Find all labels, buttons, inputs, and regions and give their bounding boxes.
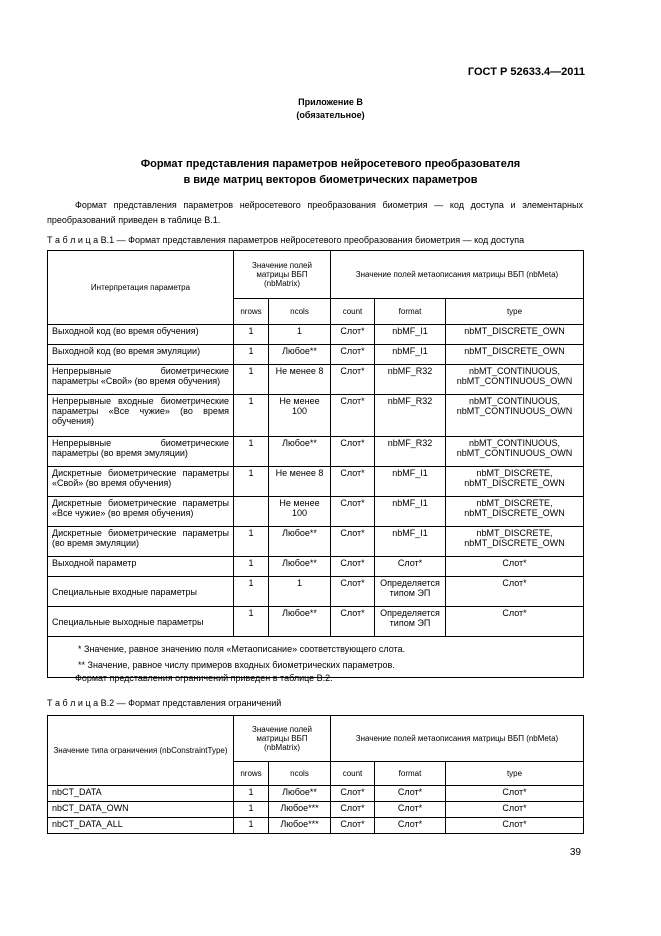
cell-nrows: 1 — [234, 607, 269, 637]
cell-nrows: 1 — [234, 395, 269, 437]
cell-format: nbMF_I1 — [375, 345, 446, 365]
cell-count: Слот* — [331, 345, 375, 365]
table-row — [48, 437, 584, 467]
cell-type: nbMT_DISCRETE_OWN — [446, 325, 584, 345]
cell-ncols: Любое** — [269, 557, 331, 577]
header-nrows: nrows — [234, 762, 269, 786]
cell-type: nbMT_CONTINUOUS, nbMT_CONTINUOUS_OWN — [446, 365, 584, 395]
cell-nrows: 1 — [234, 786, 269, 802]
cell-ncols: Любое** — [269, 345, 331, 365]
table2-caption — [47, 698, 281, 708]
header-ctype: Значение типа ограничения (nbConstraintType) — [48, 716, 234, 786]
cell-format: Слот* — [375, 786, 446, 802]
header-format: format — [375, 299, 446, 325]
section-title-line1: Формат представления параметров нейросетевого преобразователя — [140, 158, 521, 170]
header-format: format — [375, 762, 446, 786]
cell-count: Слот* — [331, 607, 375, 637]
cell-format: Определяется типом ЭП — [375, 577, 446, 607]
table1-caption-text: В.1 — Формат представления параметров нейросетевого преобразования биометрия — код доступа — [100, 235, 525, 245]
standard-number: ГОСТ Р 52633.4—2011 — [467, 66, 585, 78]
cell-count: Слот* — [331, 786, 375, 802]
cell-count: Слот* — [331, 325, 375, 345]
cell-interp: Непрерывные входные биометрические параметры «Все чужие» (во время обучения) — [48, 395, 234, 437]
cell-ctype: nbCT_DATA_ALL — [48, 818, 234, 834]
cell-type: Слот* — [446, 607, 584, 637]
cell-count: Слот* — [331, 365, 375, 395]
table-row — [48, 577, 584, 607]
cell-ncols: Любое*** — [269, 802, 331, 818]
cell-nrows: 1 — [234, 325, 269, 345]
header-count: count — [331, 299, 375, 325]
table-1 — [47, 250, 584, 678]
cell-type: nbMT_CONTINUOUS, nbMT_CONTINUOUS_OWN — [446, 437, 584, 467]
cell-ncols: Не менее 8 — [269, 365, 331, 395]
cell-count: Слот* — [331, 818, 375, 834]
cell-ncols: Любое** — [269, 786, 331, 802]
cell-count: Слот* — [331, 802, 375, 818]
cell-format: Слот* — [375, 818, 446, 834]
table-row — [48, 557, 584, 577]
table-row — [48, 607, 584, 637]
cell-interp: Непрерывные биометрические параметры «Свой» (во время обучения) — [48, 365, 234, 395]
cell-type: Слот* — [446, 557, 584, 577]
header-type: type — [446, 299, 584, 325]
cell-nrows: 1 — [234, 437, 269, 467]
cell-type: Слот* — [446, 577, 584, 607]
table-2 — [47, 715, 584, 834]
cell-ncols: Не менее 8 — [269, 467, 331, 497]
cell-ncols: 1 — [269, 325, 331, 345]
table-row — [48, 786, 584, 802]
cell-interp: Специальные выходные параметры — [48, 607, 234, 637]
cell-nrows: 1 — [234, 365, 269, 395]
cell-nrows: 1 — [234, 818, 269, 834]
cell-count: Слот* — [331, 577, 375, 607]
header-matrix-group: Значение полей матрицы ВБП (nbMatrix) — [234, 251, 331, 299]
header-meta-group: Значение полей метаописания матрицы ВБП (nbMeta) — [331, 251, 584, 299]
cell-interp: Дискретные биометрические параметры «Свой» (во время обучения) — [48, 467, 234, 497]
header-nrows: nrows — [234, 299, 269, 325]
cell-format: Слот* — [375, 802, 446, 818]
header-matrix-group: Значение полей матрицы ВБП (nbMatrix) — [234, 716, 331, 762]
cell-nrows: 1 — [234, 345, 269, 365]
cell-ncols: Любое** — [269, 607, 331, 637]
table1-caption-prefix: Т а б л и ц а — [47, 235, 99, 245]
cell-ctype: nbCT_DATA_OWN — [48, 802, 234, 818]
header-ncols: ncols — [269, 762, 331, 786]
cell-ncols: Не менее 100 — [269, 497, 331, 527]
cell-ncols: Любое** — [269, 437, 331, 467]
annex-title — [0, 96, 661, 122]
cell-count: Слот* — [331, 467, 375, 497]
intro-paragraph-1: Формат представления параметров нейросетевого преобразования биометрия — код доступа и элементарных преобразований приведен в таблице В.1. — [47, 200, 583, 225]
cell-ncols: Любое*** — [269, 818, 331, 834]
table-row — [48, 395, 584, 437]
cell-interp: Дискретные биометрические параметры «Все чужие» (во время обучения) — [48, 497, 234, 527]
cell-format: Определяется типом ЭП — [375, 607, 446, 637]
cell-type: nbMT_DISCRETE, nbMT_DISCRETE_OWN — [446, 527, 584, 557]
cell-count: Слот* — [331, 437, 375, 467]
cell-interp: Выходной код (во время обучения) — [48, 325, 234, 345]
cell-type: Слот* — [446, 786, 584, 802]
cell-nrows: 1 — [234, 527, 269, 557]
cell-format: nbMF_I1 — [375, 325, 446, 345]
cell-ncols: 1 — [269, 577, 331, 607]
cell-format: nbMF_R32 — [375, 437, 446, 467]
cell-count: Слот* — [331, 497, 375, 527]
table-row — [48, 818, 584, 834]
cell-interp: Выходной код (во время эмуляции) — [48, 345, 234, 365]
cell-interp: Непрерывные биометрические параметры (во время эмуляции) — [48, 437, 234, 467]
table-row — [48, 467, 584, 497]
table-row — [48, 325, 584, 345]
section-title-line2: в виде матриц векторов биометрических параметров — [183, 174, 478, 186]
cell-count: Слот* — [331, 395, 375, 437]
cell-nrows — [234, 497, 269, 527]
notes-cell — [48, 637, 584, 678]
cell-nrows: 1 — [234, 577, 269, 607]
cell-format: nbMF_I1 — [375, 527, 446, 557]
table-row — [48, 497, 584, 527]
header-count: count — [331, 762, 375, 786]
cell-nrows: 1 — [234, 467, 269, 497]
cell-ncols: Любое** — [269, 527, 331, 557]
cell-type: nbMT_DISCRETE, nbMT_DISCRETE_OWN — [446, 497, 584, 527]
header-meta-group: Значение полей метаописания матрицы ВБП (nbMeta) — [331, 716, 584, 762]
cell-format: nbMF_R32 — [375, 365, 446, 395]
cell-type: nbMT_DISCRETE, nbMT_DISCRETE_OWN — [446, 467, 584, 497]
table-row — [48, 527, 584, 557]
cell-type: nbMT_DISCRETE_OWN — [446, 345, 584, 365]
cell-format: Слот* — [375, 557, 446, 577]
cell-interp: Специальные входные параметры — [48, 577, 234, 607]
cell-interp: Дискретные биометрические параметры (во время эмуляции) — [48, 527, 234, 557]
table-row — [48, 365, 584, 395]
cell-type: nbMT_CONTINUOUS, nbMT_CONTINUOUS_OWN — [446, 395, 584, 437]
header-ncols: ncols — [269, 299, 331, 325]
table2-caption-text: В.2 — Формат представления ограничений — [100, 698, 282, 708]
cell-format: nbMF_I1 — [375, 467, 446, 497]
table1-caption — [47, 235, 524, 245]
annex-status: (обязательное) — [296, 110, 365, 120]
cell-nrows: 1 — [234, 802, 269, 818]
note-1: * Значение, равное значению поля «Метаописание» соответствующего слота. — [78, 644, 406, 654]
cell-nrows: 1 — [234, 557, 269, 577]
table2-caption-prefix: Т а б л и ц а — [47, 698, 99, 708]
intro-paragraph-2: Формат представления ограничений приведен в таблице В.2. — [75, 673, 333, 683]
cell-ncols: Не менее 100 — [269, 395, 331, 437]
table-row — [48, 345, 584, 365]
cell-count: Слот* — [331, 527, 375, 557]
header-interp: Интерпретация параметра — [48, 251, 234, 325]
table-row — [48, 802, 584, 818]
page-number: 39 — [569, 847, 581, 858]
cell-count: Слот* — [331, 557, 375, 577]
note-2: ** Значение, равное числу примеров входных биометрических параметров. — [78, 660, 395, 670]
annex-label: Приложение В — [298, 97, 363, 107]
header-type: type — [446, 762, 584, 786]
cell-format: nbMF_R32 — [375, 395, 446, 437]
cell-ctype: nbCT_DATA — [48, 786, 234, 802]
section-title — [0, 156, 661, 188]
cell-type: Слот* — [446, 818, 584, 834]
cell-type: Слот* — [446, 802, 584, 818]
table-notes — [48, 637, 584, 678]
cell-format: nbMF_I1 — [375, 497, 446, 527]
cell-interp: Выходной параметр — [48, 557, 234, 577]
